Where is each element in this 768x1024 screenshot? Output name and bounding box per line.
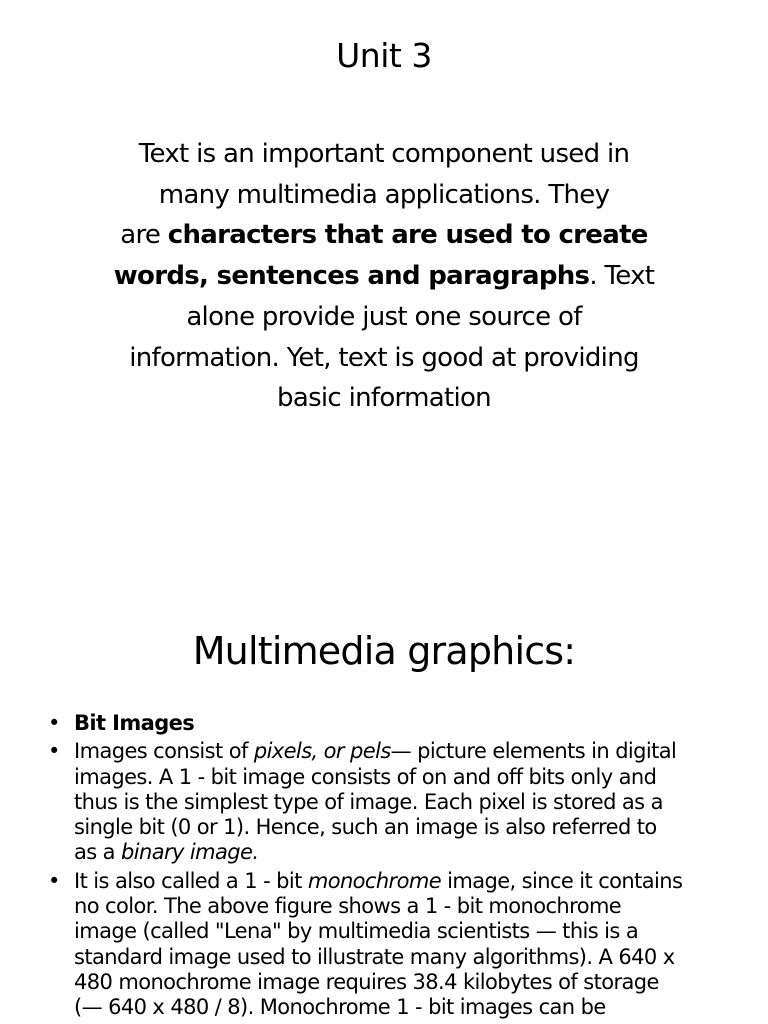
- bullet-icon: •: [48, 711, 60, 735]
- bullet-line: standard image used to illustrate many algorithms). A 640 x: [74, 944, 675, 969]
- bullet-text: Images consist of: [74, 739, 254, 764]
- bullet-list: [48, 711, 748, 1024]
- bullet-line: [74, 739, 748, 764]
- bullet-line: single bit (0 or 1). Hence, such an image is also referred to: [74, 815, 657, 840]
- body-line: [30, 256, 738, 297]
- bullet-italic-text: pixels, or pels: [253, 739, 391, 764]
- bullet-line: [74, 869, 748, 894]
- bullet-line: thus is the simplest type of image. Each pixel is stored as a: [74, 789, 663, 814]
- body-line: alone provide just one source of: [186, 301, 582, 332]
- body-text: are: [120, 220, 168, 251]
- bullet-text: image, since it contains: [441, 868, 683, 893]
- body-line: [30, 215, 738, 256]
- body-text: . Text: [589, 261, 655, 292]
- bullet-text: — picture elements in digital: [390, 739, 677, 764]
- slide-title: Multimedia graphics:: [192, 629, 576, 673]
- bullet-icon: •: [48, 868, 60, 893]
- body-bold-text: words, sentences and paragraphs: [113, 261, 590, 292]
- bullet-item: [48, 869, 748, 1021]
- body-line: Text is an important component used in: [138, 139, 630, 169]
- body-line: basic information: [277, 383, 491, 414]
- bullet-line: no color. The above figure shows a 1 - bit monochrome: [74, 894, 622, 919]
- bullet-line: 480 monochrome image requires 38.4 kilobytes of storage: [74, 969, 659, 994]
- bullet-line: images. A 1 - bit image consists of on and off bits only and: [74, 764, 657, 789]
- body-bold-text: characters that are used to create: [167, 220, 648, 251]
- bullet-line: (— 640 x 480 / 8). Monochrome 1 - bit images can be: [74, 995, 606, 1020]
- body-line: information. Yet, text is good at providing: [129, 342, 639, 373]
- slide-body-paragraph: [30, 134, 738, 419]
- bullet-heading: Bit Images: [74, 711, 195, 735]
- bullet-text: It is also called a 1 - bit: [74, 868, 308, 893]
- bullet-line: image (called "Lena" by multimedia scientists — this is a: [74, 919, 639, 944]
- bullet-italic-text: monochrome: [307, 868, 442, 893]
- bullet-line: [74, 840, 748, 865]
- bullet-line: [74, 711, 748, 736]
- slide-title: Unit 3: [336, 36, 432, 75]
- bullet-italic-text: binary image.: [121, 840, 259, 865]
- bullet-icon: •: [48, 739, 60, 764]
- bullet-item: [48, 739, 748, 865]
- body-line: many multimedia applications. They: [158, 179, 610, 210]
- bullet-text: as a: [74, 840, 122, 865]
- bullet-item: [48, 711, 748, 736]
